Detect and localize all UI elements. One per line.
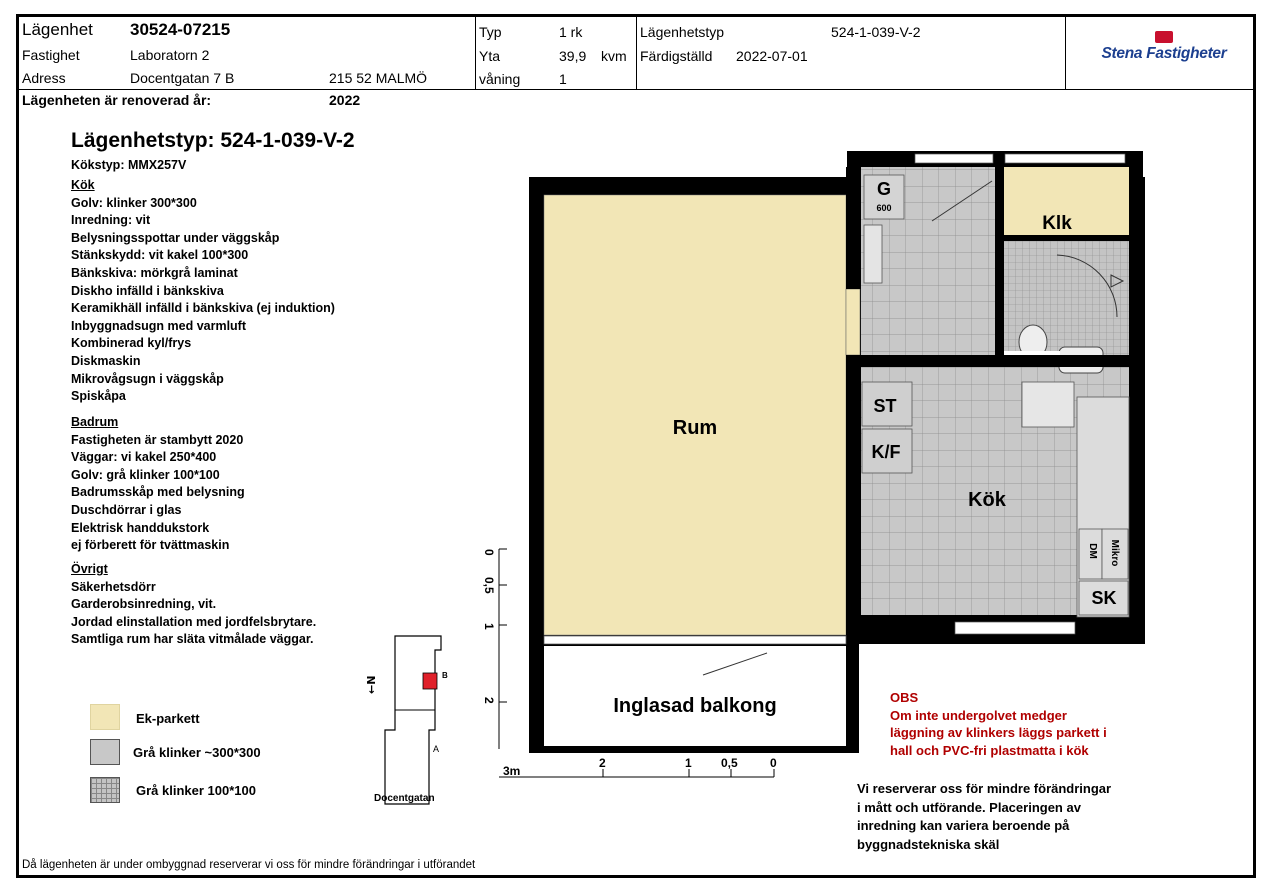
address-value: Docentgatan 7 B bbox=[130, 70, 235, 86]
spec-item: Inbyggnadsugn med varmluft bbox=[71, 318, 247, 333]
spec-item: Golv: klinker 300*300 bbox=[71, 195, 197, 210]
completed-label: Färdigställd bbox=[640, 48, 713, 64]
spec-item: Inredning: vit bbox=[71, 213, 151, 228]
spec-item: Badrumsskåp med belysning bbox=[71, 485, 245, 500]
completed-value: 2022-07-01 bbox=[736, 48, 808, 64]
scale-label: 0 bbox=[770, 756, 777, 770]
spec-item: Säkerhetsdörr bbox=[71, 579, 156, 594]
window bbox=[915, 154, 993, 163]
spec-item: Mikrovågsugn i väggskåp bbox=[71, 371, 224, 386]
scale-label: 1 bbox=[482, 623, 496, 630]
north-arrow-icon: ←N bbox=[365, 675, 378, 694]
room-label-rum: Rum bbox=[672, 417, 718, 439]
spec-title: Lägenhetstyp: 524-1-039-V-2 bbox=[71, 129, 355, 152]
legend-label: Ek-parkett bbox=[136, 711, 200, 726]
note-line: byggnadstekniska skäl bbox=[857, 836, 1000, 852]
floor-value: 1 bbox=[559, 71, 567, 87]
bath-door bbox=[1004, 351, 1060, 355]
note-line: i mått och utförande. Placeringen av bbox=[857, 799, 1081, 815]
cabinet-label-dm: DM bbox=[1087, 543, 1098, 559]
header-col-divider bbox=[1065, 17, 1066, 89]
apartment-label: Lägenhet bbox=[22, 20, 93, 39]
spec-item: Samtliga rum har släta vitmålade väggar. bbox=[71, 632, 314, 647]
obs-note bbox=[890, 689, 1107, 759]
note-line: inredning kan variera beroende på bbox=[857, 818, 1070, 833]
room-label-kitchen: Kök bbox=[968, 489, 1006, 511]
spec-item: Fastigheten är stambytt 2020 bbox=[71, 432, 244, 447]
spec-item: Diskmaskin bbox=[71, 353, 141, 368]
scale-label: 2 bbox=[599, 756, 606, 770]
apartment-number: 30524-07215 bbox=[130, 20, 231, 39]
address-label: Adress bbox=[22, 70, 66, 86]
legend-label: Grå klinker 100*100 bbox=[136, 783, 256, 798]
window bbox=[955, 622, 1075, 634]
legend-swatch-tile-large bbox=[90, 739, 120, 765]
spec-item: Elektrisk handdukstork bbox=[71, 520, 210, 535]
area-label: Yta bbox=[479, 48, 501, 64]
footer-note: Då lägenheten är under ombyggnad reserverar vi oss för mindre förändringar i utförandet bbox=[22, 859, 476, 871]
legend-swatch-parquet bbox=[90, 704, 120, 730]
scale-label: 2 bbox=[482, 697, 496, 704]
other-heading: Övrigt bbox=[71, 562, 108, 576]
obs-line: läggning av klinkers läggs parkett i bbox=[890, 725, 1107, 740]
property-label: Fastighet bbox=[22, 47, 80, 63]
inner-wall bbox=[861, 355, 1129, 367]
area-value: 39,9 bbox=[559, 48, 587, 64]
kitchen-spec bbox=[71, 177, 335, 406]
obs-line: Om inte undergolvet medger bbox=[890, 707, 1067, 723]
cabinet-label-mikro: Mikro bbox=[1109, 539, 1120, 567]
spec-item: Diskho infälld i bänkskiva bbox=[71, 283, 224, 298]
scale-label: 0 bbox=[482, 549, 496, 556]
spec-item: Belysningsspottar under väggskåp bbox=[71, 230, 280, 245]
cabinet-label-st: ST bbox=[873, 396, 897, 416]
inner-wall bbox=[995, 167, 1004, 355]
obs-title: OBS bbox=[890, 690, 919, 705]
legend-swatch-tile-small bbox=[90, 777, 120, 803]
property-value: Laboratorn 2 bbox=[130, 47, 210, 63]
spec-item: Jordad elinstallation med jordfelsbrytare. bbox=[71, 614, 317, 629]
site-label-a: A bbox=[433, 744, 440, 754]
street-name: Docentgatan bbox=[374, 793, 435, 804]
renovated-label: Lägenheten är renoverad år: bbox=[22, 92, 212, 108]
spec-item: Bänkskiva: mörkgrå laminat bbox=[71, 265, 238, 280]
bath-spec bbox=[71, 414, 245, 555]
cabinet-label-sk: SK bbox=[1091, 588, 1117, 608]
room-side-opening bbox=[846, 289, 860, 355]
spec-item: Stänkskydd: vit kakel 100*300 bbox=[71, 248, 249, 263]
spec-item: Keramikhäll infälld i bänkskiva (ej induktion) bbox=[71, 301, 335, 316]
room-label-klk: Klk bbox=[1042, 213, 1072, 234]
header-divider bbox=[19, 89, 1253, 90]
type-value: 1 rk bbox=[559, 24, 583, 40]
spec-item: Golv: grå klinker 100*100 bbox=[71, 467, 220, 482]
window bbox=[1005, 154, 1125, 163]
apt-type-label: Lägenhetstyp bbox=[640, 24, 725, 40]
floorplan-sheet bbox=[16, 14, 1256, 878]
spec-item: Kombinerad kyl/frys bbox=[71, 336, 192, 351]
room-label-balcony: Inglasad balkong bbox=[613, 695, 777, 717]
site-label-b: B bbox=[442, 671, 448, 680]
inner-wall bbox=[1004, 235, 1129, 241]
apt-type-value: 524-1-039-V-2 bbox=[831, 24, 921, 40]
hall-cabinet bbox=[864, 225, 882, 283]
kitchen-heading: Kök bbox=[71, 178, 95, 192]
company-logo bbox=[1089, 31, 1239, 71]
wardrobe-label-g-sub: 600 bbox=[876, 203, 892, 213]
logo-text: Stena Fastigheter bbox=[1101, 45, 1227, 62]
spec-item: Väggar: vi kakel 250*400 bbox=[71, 450, 217, 465]
postal-address: 215 52 MALMÖ bbox=[329, 70, 428, 86]
note-line: Vi reserverar oss för mindre förändringar bbox=[857, 781, 1112, 796]
site-building-outline bbox=[385, 636, 441, 804]
wardrobe-label-g: G bbox=[876, 179, 892, 199]
scale-label: 0,5 bbox=[721, 756, 738, 770]
flag-icon bbox=[1155, 31, 1173, 43]
area-unit: kvm bbox=[601, 48, 627, 64]
spec-item: Spiskåpa bbox=[71, 389, 126, 404]
spec-item: ej förberett för tvättmaskin bbox=[71, 538, 230, 553]
site-apartment-marker bbox=[423, 673, 437, 689]
bath-heading: Badrum bbox=[71, 415, 119, 429]
sink-unit bbox=[1022, 382, 1074, 427]
header-col-divider bbox=[475, 17, 476, 89]
scale-label: 3m bbox=[503, 764, 521, 778]
spec-item: Duschdörrar i glas bbox=[71, 502, 182, 517]
renovated-year: 2022 bbox=[329, 92, 361, 108]
floor-label: våning bbox=[479, 71, 521, 87]
cabinet-label-kf: K/F bbox=[871, 442, 901, 462]
room-rum-floor bbox=[544, 195, 846, 635]
reservation-note bbox=[857, 780, 1111, 854]
balcony-door bbox=[544, 636, 846, 644]
kitchen-type: Kökstyp: MMX257V bbox=[71, 158, 187, 172]
inner-wall bbox=[846, 167, 861, 289]
spec-item: Garderobsinredning, vit. bbox=[71, 597, 217, 612]
scale-label: 0,5 bbox=[482, 577, 496, 594]
type-label: Typ bbox=[479, 24, 502, 40]
obs-line: hall och PVC-fri plastmatta i kök bbox=[890, 742, 1089, 758]
inner-wall bbox=[846, 355, 861, 635]
legend-label: Grå klinker ~300*300 bbox=[133, 745, 261, 760]
other-spec bbox=[71, 561, 316, 649]
header-col-divider bbox=[636, 17, 637, 89]
scale-label: 1 bbox=[685, 756, 692, 770]
